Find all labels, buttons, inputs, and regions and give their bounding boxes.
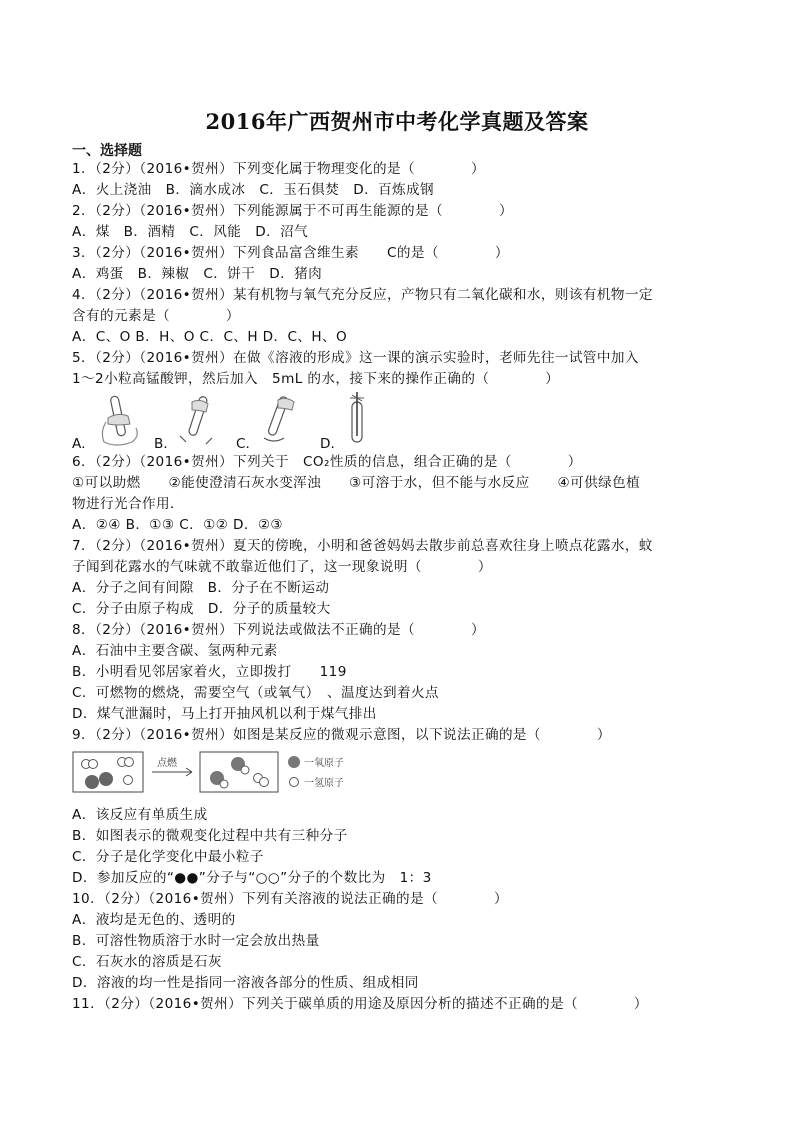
q10-option-c: C．石灰水的溶质是石灰 [72, 954, 222, 970]
q10-option-b: B．可溶性物质溶于水时一定会放出热量 [72, 933, 320, 949]
q5-option-a-label: A． [72, 436, 95, 452]
q5-figure-options [72, 392, 372, 452]
q8-option-a: A．石油中主要含碳、氢两种元素 [72, 643, 278, 659]
q3-options: A．鸡蛋 B．辣椒 C．饼干 D．猪肉 [72, 266, 323, 282]
q6-stem: 6．（2分）（2016•贺州）下列关于 CO₂性质的信息，组合正确的是（ ） [72, 454, 582, 470]
test-tube-swirl-icon [254, 392, 304, 448]
q1-options: A．火上浇油 B．滴水成冰 C．玉石俱焚 D．百炼成钢 [72, 182, 435, 198]
q9-stem: 9．（2分）（2016•贺州）如图是某反应的微观示意图，以下说法正确的是（ ） [72, 727, 611, 743]
q6-statements-line1: ①可以助燃 ②能使澄清石灰水变浑浊 ③可溶于水，但不能与水反应 ④可供绿色植 [72, 475, 641, 491]
q7-options-ab: A．分子之间有间隙 B．分子在不断运动 [72, 580, 330, 596]
section-heading: 一、选择题 [72, 143, 142, 159]
q6-statements-line2: 物进行光合作用． [72, 496, 184, 512]
q9-option-b: B．如图表示的微观变化过程中共有三种分子 [72, 828, 348, 844]
page-title: 2016年广西贺州市中考化学真题及答案 [205, 109, 589, 134]
q5-option-b-label: B． [154, 436, 177, 452]
q2-options: A．煤 B．酒精 C．风能 D．沼气 [72, 224, 309, 240]
q8-option-c: C．可燃物的燃烧，需要空气（或氧气） 、温度达到着火点 [72, 685, 439, 701]
q8-stem: 8．（2分）（2016•贺州）下列说法或做法不正确的是（ ） [72, 622, 485, 638]
q5-stem-line1: 5．（2分）（2016•贺州）在做《溶液的形成》这一课的演示实验时，老师先往一试管中加入 [72, 350, 639, 366]
q5-option-d-label: D． [320, 436, 345, 452]
legend-oxygen-atom: 一氧原子 [304, 758, 344, 769]
q10-option-d: D．溶液的均一性是指同一溶液各部分的性质、组成相同 [72, 975, 419, 991]
q5-stem-line2: 1～2小粒高锰酸钾，然后加入 5mL 的水，接下来的操作正确的（ ） [72, 371, 560, 387]
q4-stem-line1: 4．（2分）（2016•贺州）某有机物与氧气充分反应，产物只有二氧化碳和水，则该有机物一定 [72, 287, 653, 303]
q7-options-cd: C．分子由原子构成 D．分子的质量较大 [72, 601, 331, 617]
q6-options: A．②④ B．①③ C．①② D．②③ [72, 517, 284, 533]
q9-option-c: C．分子是化学变化中最小粒子 [72, 849, 264, 865]
q7-stem-line2: 子闻到花露水的气味就不敢靠近他们了，这一现象说明（ ） [72, 559, 492, 575]
q9-option-a: A．该反应有单质生成 [72, 807, 208, 823]
diagram-arrow-label: 点燃 [157, 758, 177, 769]
q8-option-d: D．煤气泄漏时，马上打开抽风机以利于煤气排出 [72, 706, 377, 722]
q1-stem: 1．（2分）（2016•贺州）下列变化属于物理变化的是（ ） [72, 161, 485, 177]
q11-stem: 11．（2分）（2016•贺州）下列关于碳单质的用途及原因分析的描述不正确的是（ ） [72, 996, 648, 1012]
q9-reaction-diagram [72, 748, 372, 798]
q4-options: A．C、O B．H、O C．C、H D．C、H、O [72, 329, 348, 345]
q5-option-c-label: C． [236, 436, 260, 452]
legend-hydrogen-atom: 一氢原子 [304, 778, 344, 789]
q4-stem-line2: 含有的元素是（ ） [72, 308, 240, 324]
q7-stem-line1: 7．（2分）（2016•贺州）夏天的傍晚，小明和爸爸妈妈去散步前总喜欢往身上喷点花露水，蚊 [72, 538, 653, 554]
test-tube-shaking-icon [96, 392, 146, 448]
test-tube-flick-icon [172, 392, 222, 448]
q2-stem: 2．（2分）（2016•贺州）下列能源属于不可再生能源的是（ ） [72, 203, 513, 219]
q8-option-b: B．小明看见邻居家着火，立即拨打 119 [72, 664, 347, 680]
q10-option-a: A．液均是无色的、透明的 [72, 912, 236, 928]
q9-option-d: D．参加反应的“●●”分子与“○○”分子的个数比为 1：3 [72, 870, 432, 886]
test-tube-stirring-rod-icon [338, 392, 378, 448]
q3-stem: 3．（2分）（2016•贺州）下列食品富含维生素 C的是（ ） [72, 245, 509, 261]
q10-stem: 10．（2分）（2016•贺州）下列有关溶液的说法正确的是（ ） [72, 891, 508, 907]
